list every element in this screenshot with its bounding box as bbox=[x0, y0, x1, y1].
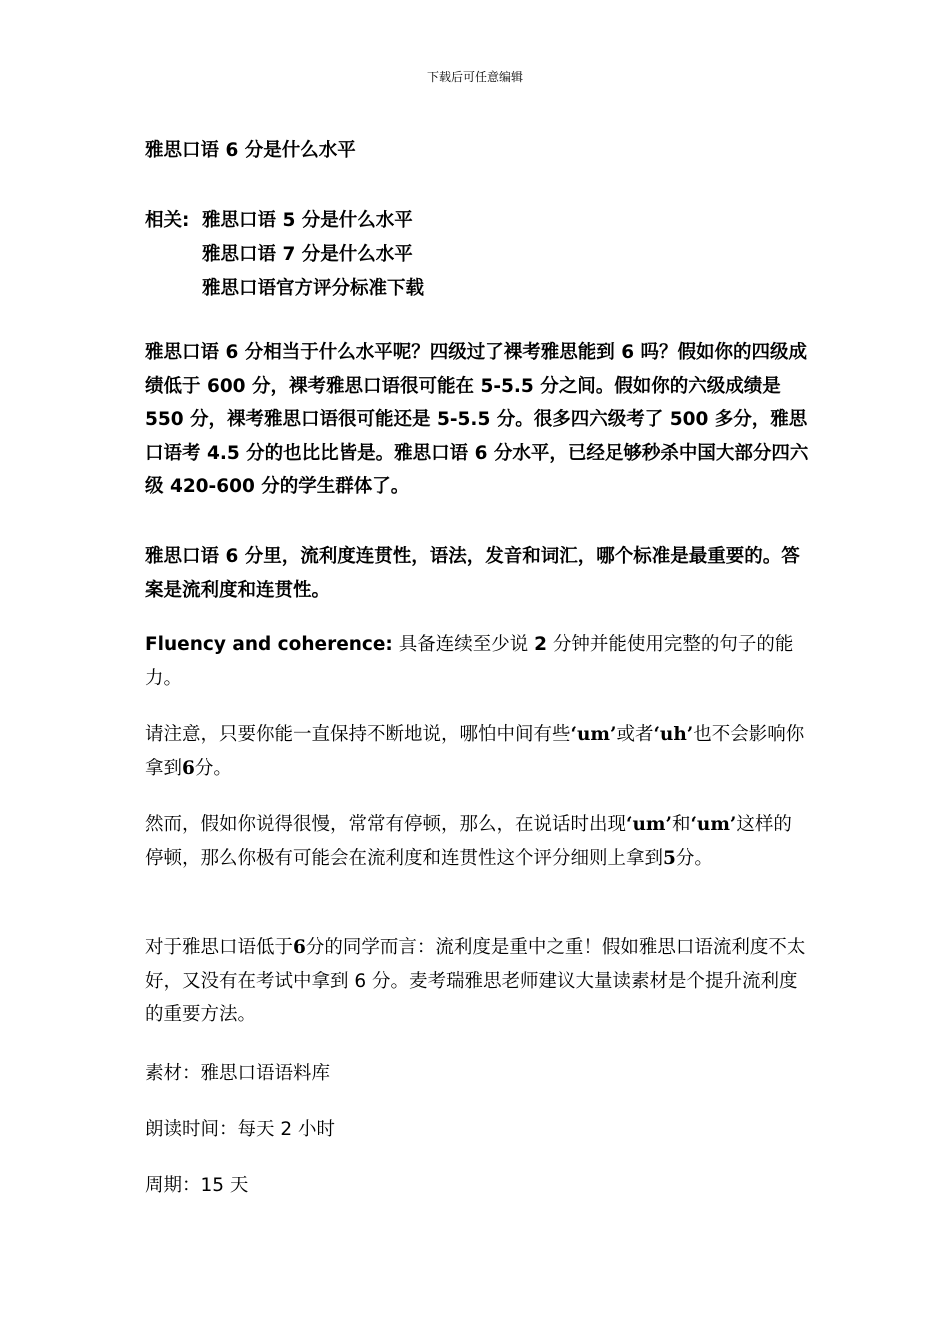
document-title: 雅思口语 6 分是什么水平 bbox=[145, 140, 356, 161]
pause-text-2: 和 bbox=[671, 814, 691, 835]
fluency-term: Fluency and coherence: bbox=[145, 634, 393, 655]
note-quote-um: ‘um’ bbox=[570, 724, 617, 745]
note-paragraph bbox=[145, 718, 810, 785]
related-link-scoring[interactable]: 雅思口语官方评分标准下载 bbox=[202, 278, 425, 299]
fluency-paragraph bbox=[145, 628, 810, 695]
period-line: 周期：15 天 bbox=[145, 1175, 249, 1196]
pause-quote-1: ‘um’ bbox=[626, 814, 672, 835]
related-label: 相关: bbox=[145, 210, 190, 231]
advice-text-1: 对于雅思口语低于 bbox=[145, 937, 294, 958]
pause-text-1: 然而，假如你说得很慢，常常有停顿，那么，在说话时出现 bbox=[145, 814, 627, 835]
advice-text-2: 分的同学而言：流利度是重中之重！假如雅思口语流利度不太好，又没有在考试中拿到 6 分。麦考瑞雅思老师建议大量读素材是个提升流利度的重要方法。 bbox=[145, 937, 806, 1025]
intro-paragraph: 雅思口语 6 分相当于什么水平呢？四级过了裸考雅思能到 6 吗？假如你的四级成绩低于 600 分，裸考雅思口语很可能在 5-5.5 分之间。假如你的六级成绩是 550 分，裸考雅思口语很可能还是 5-5.5 分。很多四六级考了 500 多分，雅思口语考 4.5 分的也比比皆是。雅思口语 6 分水平，已经足够秒杀中国大部分四六级 420-600 分的学生群体了。 bbox=[145, 342, 809, 497]
related-link-7[interactable]: 雅思口语 7 分是什么水平 bbox=[202, 244, 413, 265]
fluency-text-2: 分钟并能使用完整的句子的能力。 bbox=[145, 634, 794, 689]
note-text-2: 或者 bbox=[616, 724, 654, 745]
material-line: 素材：雅思口语语料库 bbox=[145, 1063, 331, 1084]
note-text-1: 请注意，只要你能一直保持不断地说，哪怕中间有些 bbox=[145, 724, 571, 745]
related-link-5[interactable]: 雅思口语 5 分是什么水平 bbox=[202, 210, 413, 231]
pause-paragraph bbox=[145, 808, 810, 875]
note-quote-uh: ‘uh’ bbox=[653, 724, 694, 745]
pause-quote-2: ‘um’ bbox=[690, 814, 737, 835]
pause-text-3: 这样的停顿，那么你极有可能会在流利度和连贯性这个评分细则上拿到 bbox=[145, 814, 792, 869]
criteria-paragraph: 雅思口语 6 分里，流利度连贯性，语法，发音和词汇，哪个标准是最重要的。答案是流利度和连贯性。 bbox=[145, 546, 800, 601]
note-text-4: 分。 bbox=[194, 757, 232, 779]
fluency-number: 2 bbox=[534, 634, 547, 655]
fluency-text-1: 具备连续至少说 bbox=[392, 634, 535, 655]
related-links bbox=[145, 204, 424, 306]
advice-paragraph bbox=[145, 931, 810, 1032]
note-number: 6 bbox=[182, 757, 195, 779]
pause-number: 5 bbox=[663, 847, 676, 869]
reading-time-line: 朗读时间：每天 2 小时 bbox=[145, 1119, 336, 1140]
advice-number: 6 bbox=[293, 937, 306, 958]
note-text-3: 也不会影响你拿到 bbox=[145, 724, 805, 779]
pause-text-4: 分。 bbox=[675, 847, 713, 869]
header-note: 下载后可任意编辑 bbox=[426, 70, 523, 84]
